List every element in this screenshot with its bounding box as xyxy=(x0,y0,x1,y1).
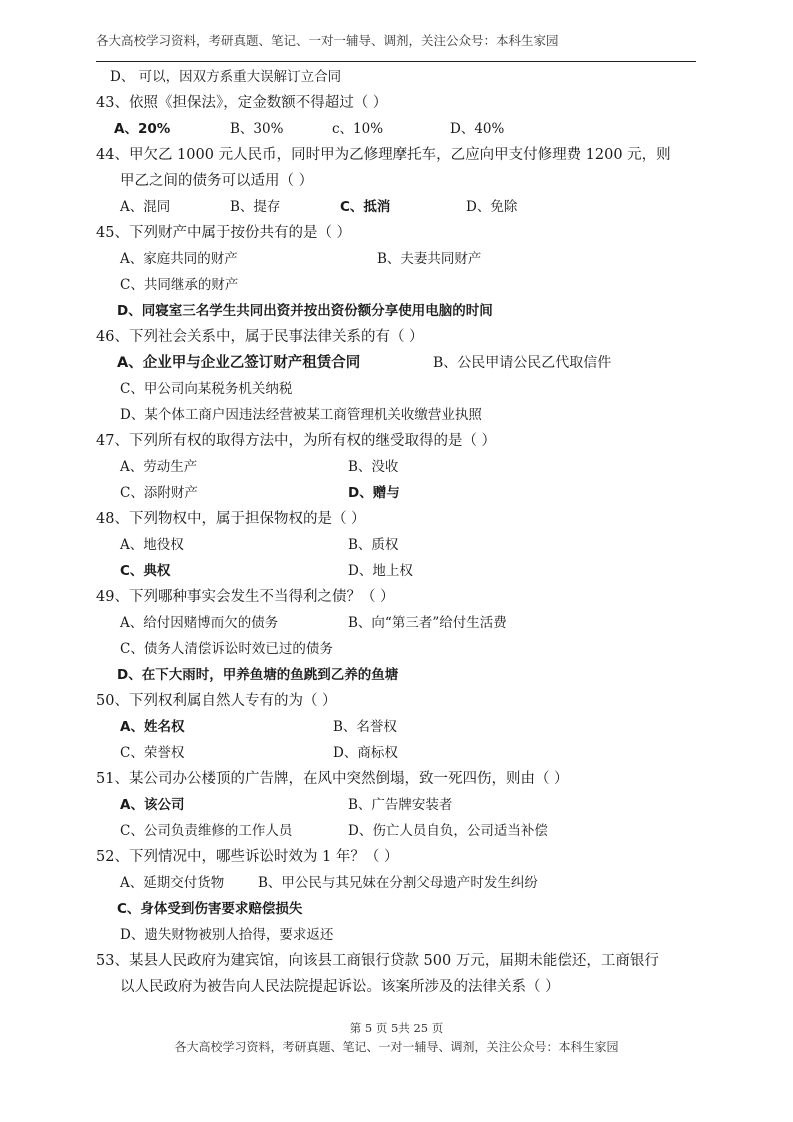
question-44-stem: 44、甲欠乙 1000 元人民币，同时甲为乙修理摩托车，乙应向甲支付修理费 1200 元，则 xyxy=(96,147,671,163)
q45-option-d: D、同寝室三名学生共同出资并按出资份额分享使用电脑的时间 xyxy=(117,303,493,319)
q52-option-a: A、延期交付货物 xyxy=(120,875,225,891)
q46-option-b: B、公民甲请公民乙代取信件 xyxy=(433,355,612,371)
q46-option-d: D、某个体工商户因违法经营被某工商管理机关收缴营业执照 xyxy=(120,407,482,423)
question-43-stem: 43、依照《担保法》，定金数额不得超过（ ） xyxy=(96,95,388,111)
q43-option-d: D、40% xyxy=(450,121,505,137)
question-45-options-ab xyxy=(96,246,702,272)
q48-option-d: D、地上权 xyxy=(348,563,413,579)
q51-option-a: A、该公司 xyxy=(120,797,185,813)
q44-option-d: D、免除 xyxy=(466,199,518,215)
page-footer: 各大高校学习资料，考研真题、笔记、一对一辅导、调剂，关注公众号：本科生家园 xyxy=(174,1040,619,1054)
question-51-options-cd xyxy=(96,818,702,844)
question-48-stem: 48、下列物权中，属于担保物权的是（ ） xyxy=(96,511,366,527)
q48-option-b: B、质权 xyxy=(348,537,399,553)
q49-option-a: A、给付因赌博而欠的债务 xyxy=(120,615,279,631)
question-49-stem: 49、下列哪种事实会发生不当得利之债？（ ） xyxy=(96,589,395,605)
question-52-stem: 52、下列情况中，哪些诉讼时效为 1 年？（ ） xyxy=(96,849,399,865)
question-list xyxy=(96,64,702,1000)
q50-option-c: C、荣誉权 xyxy=(120,745,185,761)
question-47-options-ab xyxy=(96,454,702,480)
q46-option-a: A、企业甲与企业乙签订财产租赁合同 xyxy=(117,355,361,371)
page-number: 第 5 页 5共 25 页 xyxy=(349,1021,444,1035)
question-52-options-ab xyxy=(96,870,702,896)
question-53-stem: 53、某县人民政府为建宾馆，向该县工商银行贷款 500 万元，届期未能偿还，工商银行 xyxy=(96,953,659,969)
question-46-options-ab xyxy=(96,350,702,376)
question-44-stem-cont: 甲乙之间的债务可以适用（ ） xyxy=(120,173,314,189)
question-50-options-cd xyxy=(96,740,702,766)
q49-option-d: D、在下大雨时，甲养鱼塘的鱼跳到乙养的鱼塘 xyxy=(117,667,399,683)
q45-option-a: A、家庭共同的财产 xyxy=(120,251,238,267)
q50-option-d: D、商标权 xyxy=(333,745,398,761)
q43-option-c: c、10% xyxy=(332,121,384,137)
q51-option-d: D、伤亡人员自负，公司适当补偿 xyxy=(348,823,548,839)
q48-option-a: A、地役权 xyxy=(120,537,184,553)
q52-option-c: C、身体受到伤害要求赔偿损失 xyxy=(117,901,303,917)
question-48-options-cd xyxy=(96,558,702,584)
question-43-options xyxy=(96,116,702,142)
q44-option-b: B、提存 xyxy=(230,199,281,215)
q47-option-d: D、赠与 xyxy=(348,485,400,501)
question-47-options-cd xyxy=(96,480,702,506)
question-46-stem: 46、下列社会关系中，属于民事法律关系的有（ ） xyxy=(96,329,424,345)
q48-option-c: C、典权 xyxy=(120,563,171,579)
q45-option-c: C、共同继承的财产 xyxy=(120,277,239,293)
q44-option-c: C、抵消 xyxy=(340,199,391,215)
question-44-options xyxy=(96,194,702,220)
q51-option-c: C、公司负责维修的工作人员 xyxy=(120,823,293,839)
q44-option-a: A、混同 xyxy=(120,199,171,215)
question-51-stem: 51、某公司办公楼顶的广告牌，在风中突然倒塌，致一死四伤，则由（ ） xyxy=(96,771,569,787)
q47-option-a: A、劳动生产 xyxy=(120,459,198,475)
q50-option-b: B、名誉权 xyxy=(333,719,397,735)
q49-option-b: B、向“第三者”给付生活费 xyxy=(348,615,507,631)
q46-option-c: C、甲公司向某税务机关纳税 xyxy=(120,381,293,397)
q43-option-b: B、30% xyxy=(230,121,284,137)
q47-option-c: C、添附财产 xyxy=(120,485,198,501)
q45-option-b: B、夫妻共同财产 xyxy=(377,251,482,267)
question-50-options-ab xyxy=(96,714,702,740)
q51-option-b: B、广告牌安装者 xyxy=(348,797,453,813)
q47-option-b: B、没收 xyxy=(348,459,399,475)
q52-option-b: B、甲公民与其兄妹在分割父母遗产时发生纠纷 xyxy=(258,875,538,891)
question-50-stem: 50、下列权利属自然人专有的为（ ） xyxy=(96,693,337,709)
question-45-stem: 45、下列财产中属于按份共有的是（ ） xyxy=(96,225,352,241)
question-51-options-ab xyxy=(96,792,702,818)
option-d-prev: D、 可以，因双方系重大误解订立合同 xyxy=(110,69,342,85)
q52-option-d: D、遗失财物被别人拾得，要求返还 xyxy=(120,927,334,943)
question-48-options-ab xyxy=(96,532,702,558)
question-53-stem-cont: 以人民政府为被告向人民法院提起诉讼。该案所涉及的法律关系（ ） xyxy=(120,979,560,995)
header-divider xyxy=(96,61,696,62)
q50-option-a: A、姓名权 xyxy=(120,719,185,735)
q43-option-a: A、20% xyxy=(114,121,171,137)
q49-option-c: C、债务人清偿诉讼时效已过的债务 xyxy=(120,641,333,657)
question-49-options-ab xyxy=(96,610,702,636)
question-47-stem: 47、下列所有权的取得方法中，为所有权的继受取得的是（ ） xyxy=(96,433,497,449)
page-header: 各大高校学习资料，考研真题、笔记、一对一辅导、调剂，关注公众号：本科生家园 xyxy=(96,33,559,48)
